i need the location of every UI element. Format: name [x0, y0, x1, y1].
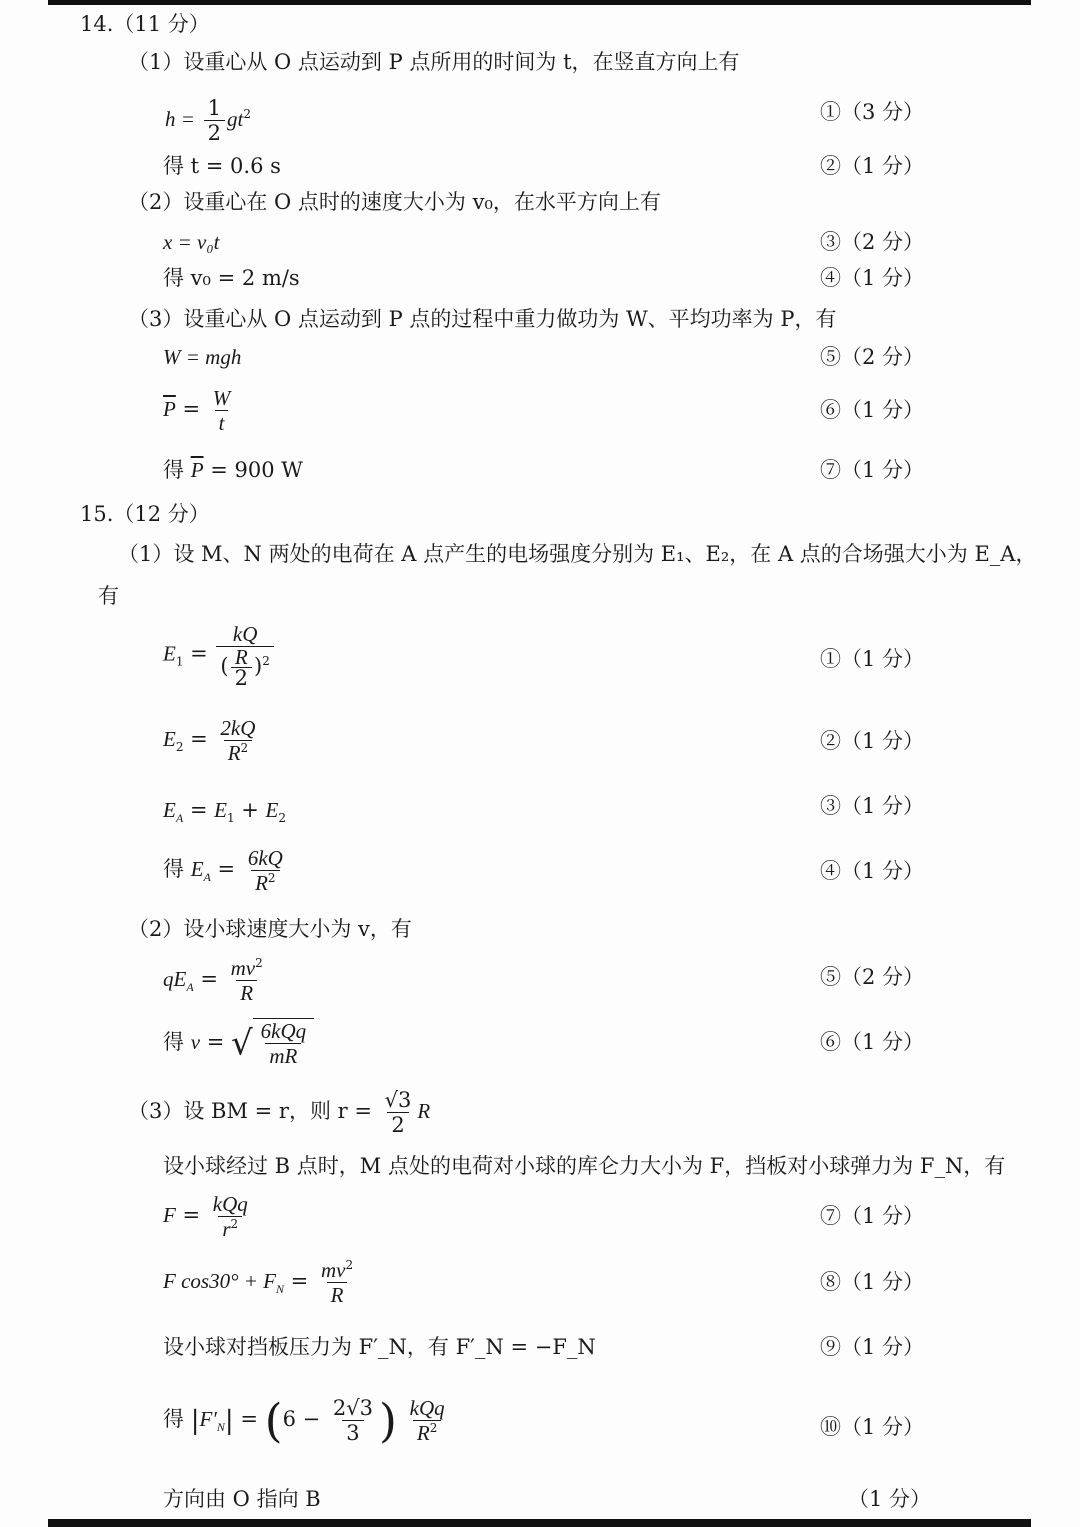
q14-part1-intro: （1）设重心从 O 点运动到 P 点所用的时间为 t，在竖直方向上有: [128, 50, 740, 74]
q14-eq-p: $\overline{P}$ = $\frac{W}{t}$: [163, 386, 236, 435]
q14-result-t: 得 t = 0.6 s: [163, 154, 281, 178]
numerator: √3: [384, 1088, 412, 1112]
score-marker: ⑥（1 分）: [820, 398, 925, 422]
fraction: [209, 1192, 252, 1241]
numerator: kQq: [409, 1396, 445, 1420]
q15-pressure-line: 设小球对挡板压力为 F′_N，有 F′_N = −F_N: [163, 1335, 596, 1359]
numerator-base: mv: [230, 956, 256, 980]
numerator: 2√3: [332, 1396, 373, 1420]
top-rule: [48, 0, 1031, 5]
q14-eq-x: x = v₀t: [163, 230, 220, 254]
fraction: [216, 716, 259, 765]
score-marker: ⑧（1 分）: [820, 1270, 925, 1294]
q15-eq-e2: $E_2$ = $\frac{2kQ}{R^2}$: [163, 716, 261, 765]
denominator: R: [327, 1282, 348, 1307]
denominator-base: r: [222, 1217, 231, 1241]
intro-tail: R: [417, 1099, 431, 1123]
result-prefix: 得: [163, 458, 184, 482]
fraction: [204, 96, 225, 145]
exponent: 2: [243, 107, 251, 121]
fraction: [381, 1088, 416, 1137]
q14-eq-w: W = mgh: [163, 345, 242, 369]
q14-part2-intro: （2）设重心在 O 点时的速度大小为 v₀，在水平方向上有: [128, 190, 661, 214]
score-marker: ⑦（1 分）: [820, 1204, 925, 1228]
q15-eq-e1: $E_1$ = kQ ( $\frac{R}{2}$ )$^2$: [163, 622, 276, 688]
q15-header: 15.（12 分）: [80, 502, 210, 526]
numerator: 1: [207, 96, 221, 120]
numerator: $mv^2$: [320, 1258, 354, 1282]
score-marker: ②（1 分）: [820, 729, 925, 753]
numerator: W: [212, 386, 231, 410]
inner-fraction: [231, 647, 252, 688]
fraction: [257, 1019, 311, 1068]
fraction: [227, 956, 267, 1005]
score-marker: ⑩（1 分）: [820, 1415, 925, 1439]
intro-prefix: （3）设 BM = r，则 r =: [128, 1099, 372, 1123]
numerator: $mv^2$: [230, 956, 263, 980]
fraction: [216, 622, 273, 688]
score-marker: ①（3 分）: [820, 100, 925, 124]
q14-eq-h: [165, 96, 251, 145]
score-marker: ⑤（2 分）: [820, 965, 925, 989]
denominator: $R^2$: [413, 1420, 441, 1445]
score-marker: ⑥（1 分）: [820, 1030, 925, 1054]
score-marker: ⑦（1 分）: [820, 458, 925, 482]
denominator: t: [215, 410, 229, 435]
score-marker: ②（1 分）: [820, 154, 925, 178]
fraction: [209, 386, 235, 435]
eq-lhs: h =: [165, 107, 195, 131]
q15-direction: 方向由 O 指向 B: [163, 1487, 321, 1511]
denominator-base: R: [416, 1421, 430, 1445]
q15-part1-intro: （1）设 M、N 两处的电荷在 A 点产生的电场强度分别为 E₁、E₂，在 A 点的合场强大小为 E_A，: [118, 542, 1037, 566]
score-marker: ③（1 分）: [820, 794, 925, 818]
fraction: [406, 1396, 449, 1445]
q14-result-p: [163, 456, 303, 484]
score-marker: ③（2 分）: [820, 230, 925, 254]
denominator: $R^2$: [224, 740, 252, 765]
denominator: 3: [342, 1420, 363, 1445]
score-marker: ⑤（2 分）: [820, 345, 925, 369]
numerator: 2kQ: [220, 716, 256, 740]
denominator: mR: [265, 1043, 301, 1068]
q14-header: 14.（11 分）: [80, 12, 210, 36]
denominator: 2: [387, 1112, 408, 1137]
numerator: kQ: [232, 622, 258, 646]
q15-eq-qea: $qE_A$ = $\frac{mv^2}{R}$: [163, 956, 269, 1005]
denominator: 2: [204, 120, 225, 145]
q15-eq-f: F = $\frac{\text{kQq}}{r^2}$: [163, 1192, 254, 1241]
fraction: [317, 1258, 357, 1307]
fraction: [244, 846, 287, 895]
denominator-base: R: [227, 741, 241, 765]
score-marker: ④（1 分）: [820, 859, 925, 883]
numerator: R: [234, 645, 248, 669]
denominator-base: R: [255, 871, 268, 895]
q15-part2-intro: （2）设小球速度大小为 v，有: [128, 917, 412, 941]
q14-result-v0: 得 v₀ = 2 m/s: [163, 266, 300, 290]
bottom-rule: [48, 1519, 1031, 1527]
numerator: 6kQ: [247, 846, 283, 870]
sqrt-radicand: [253, 1018, 315, 1068]
score-marker: ⑨（1 分）: [820, 1335, 925, 1359]
q14-part3-intro: （3）设重心从 O 点运动到 P 点的过程中重力做功为 W、平均功率为 P，有: [128, 307, 837, 331]
q15-result-ea: 得 $E_A$ = $\frac{6kQ}{R^2}$: [163, 846, 289, 895]
result-value: = 900 W: [210, 458, 303, 482]
denominator: $R^2$: [251, 870, 279, 895]
score-marker: （1 分）: [848, 1487, 932, 1511]
pbar-symbol: $\overline{P}$: [163, 397, 176, 421]
inner-fraction: [329, 1396, 377, 1445]
score-marker: ④（1 分）: [820, 266, 925, 290]
q15-part3-line2: 设小球经过 B 点时，M 点处的电荷对小球的库仑力大小为 F，挡板对小球弹力为 F_N，有: [163, 1154, 1006, 1178]
denominator: ( $\frac{R}{2}$ )$^2$: [216, 646, 273, 688]
q15-part1-intro2: 有: [98, 584, 119, 608]
score-marker: ①（1 分）: [820, 647, 925, 671]
numerator-base: mv: [320, 1258, 346, 1282]
eq-tail: gt: [226, 107, 244, 131]
eq-lhs: F cos30° + F: [163, 1269, 276, 1293]
denominator: 2: [231, 667, 252, 688]
numerator: kQq: [212, 1192, 248, 1216]
q15-eq-ea: $E_A = E_1 + E_2$: [163, 798, 287, 826]
denominator: $r^2$: [218, 1216, 242, 1241]
numerator: 6kQq: [260, 1019, 307, 1043]
q15-part3-intro: [128, 1088, 430, 1137]
denominator: R: [236, 980, 257, 1005]
q15-result-fn: 得 $|F'_N| = (6$ − $\frac{2√3}{3}$ ) $\frac{\text{kQq}}{R^2}$: [163, 1396, 451, 1445]
q15-result-v: 得 v = √ $\frac{\text{6kQq}}{mR}$: [163, 1018, 314, 1068]
q15-eq-cos: F $\cos 30^\circ + F_N$ = $\frac{mv^2}{R}$: [163, 1258, 359, 1307]
pbar-symbol: $\overline{P}$: [190, 458, 204, 482]
